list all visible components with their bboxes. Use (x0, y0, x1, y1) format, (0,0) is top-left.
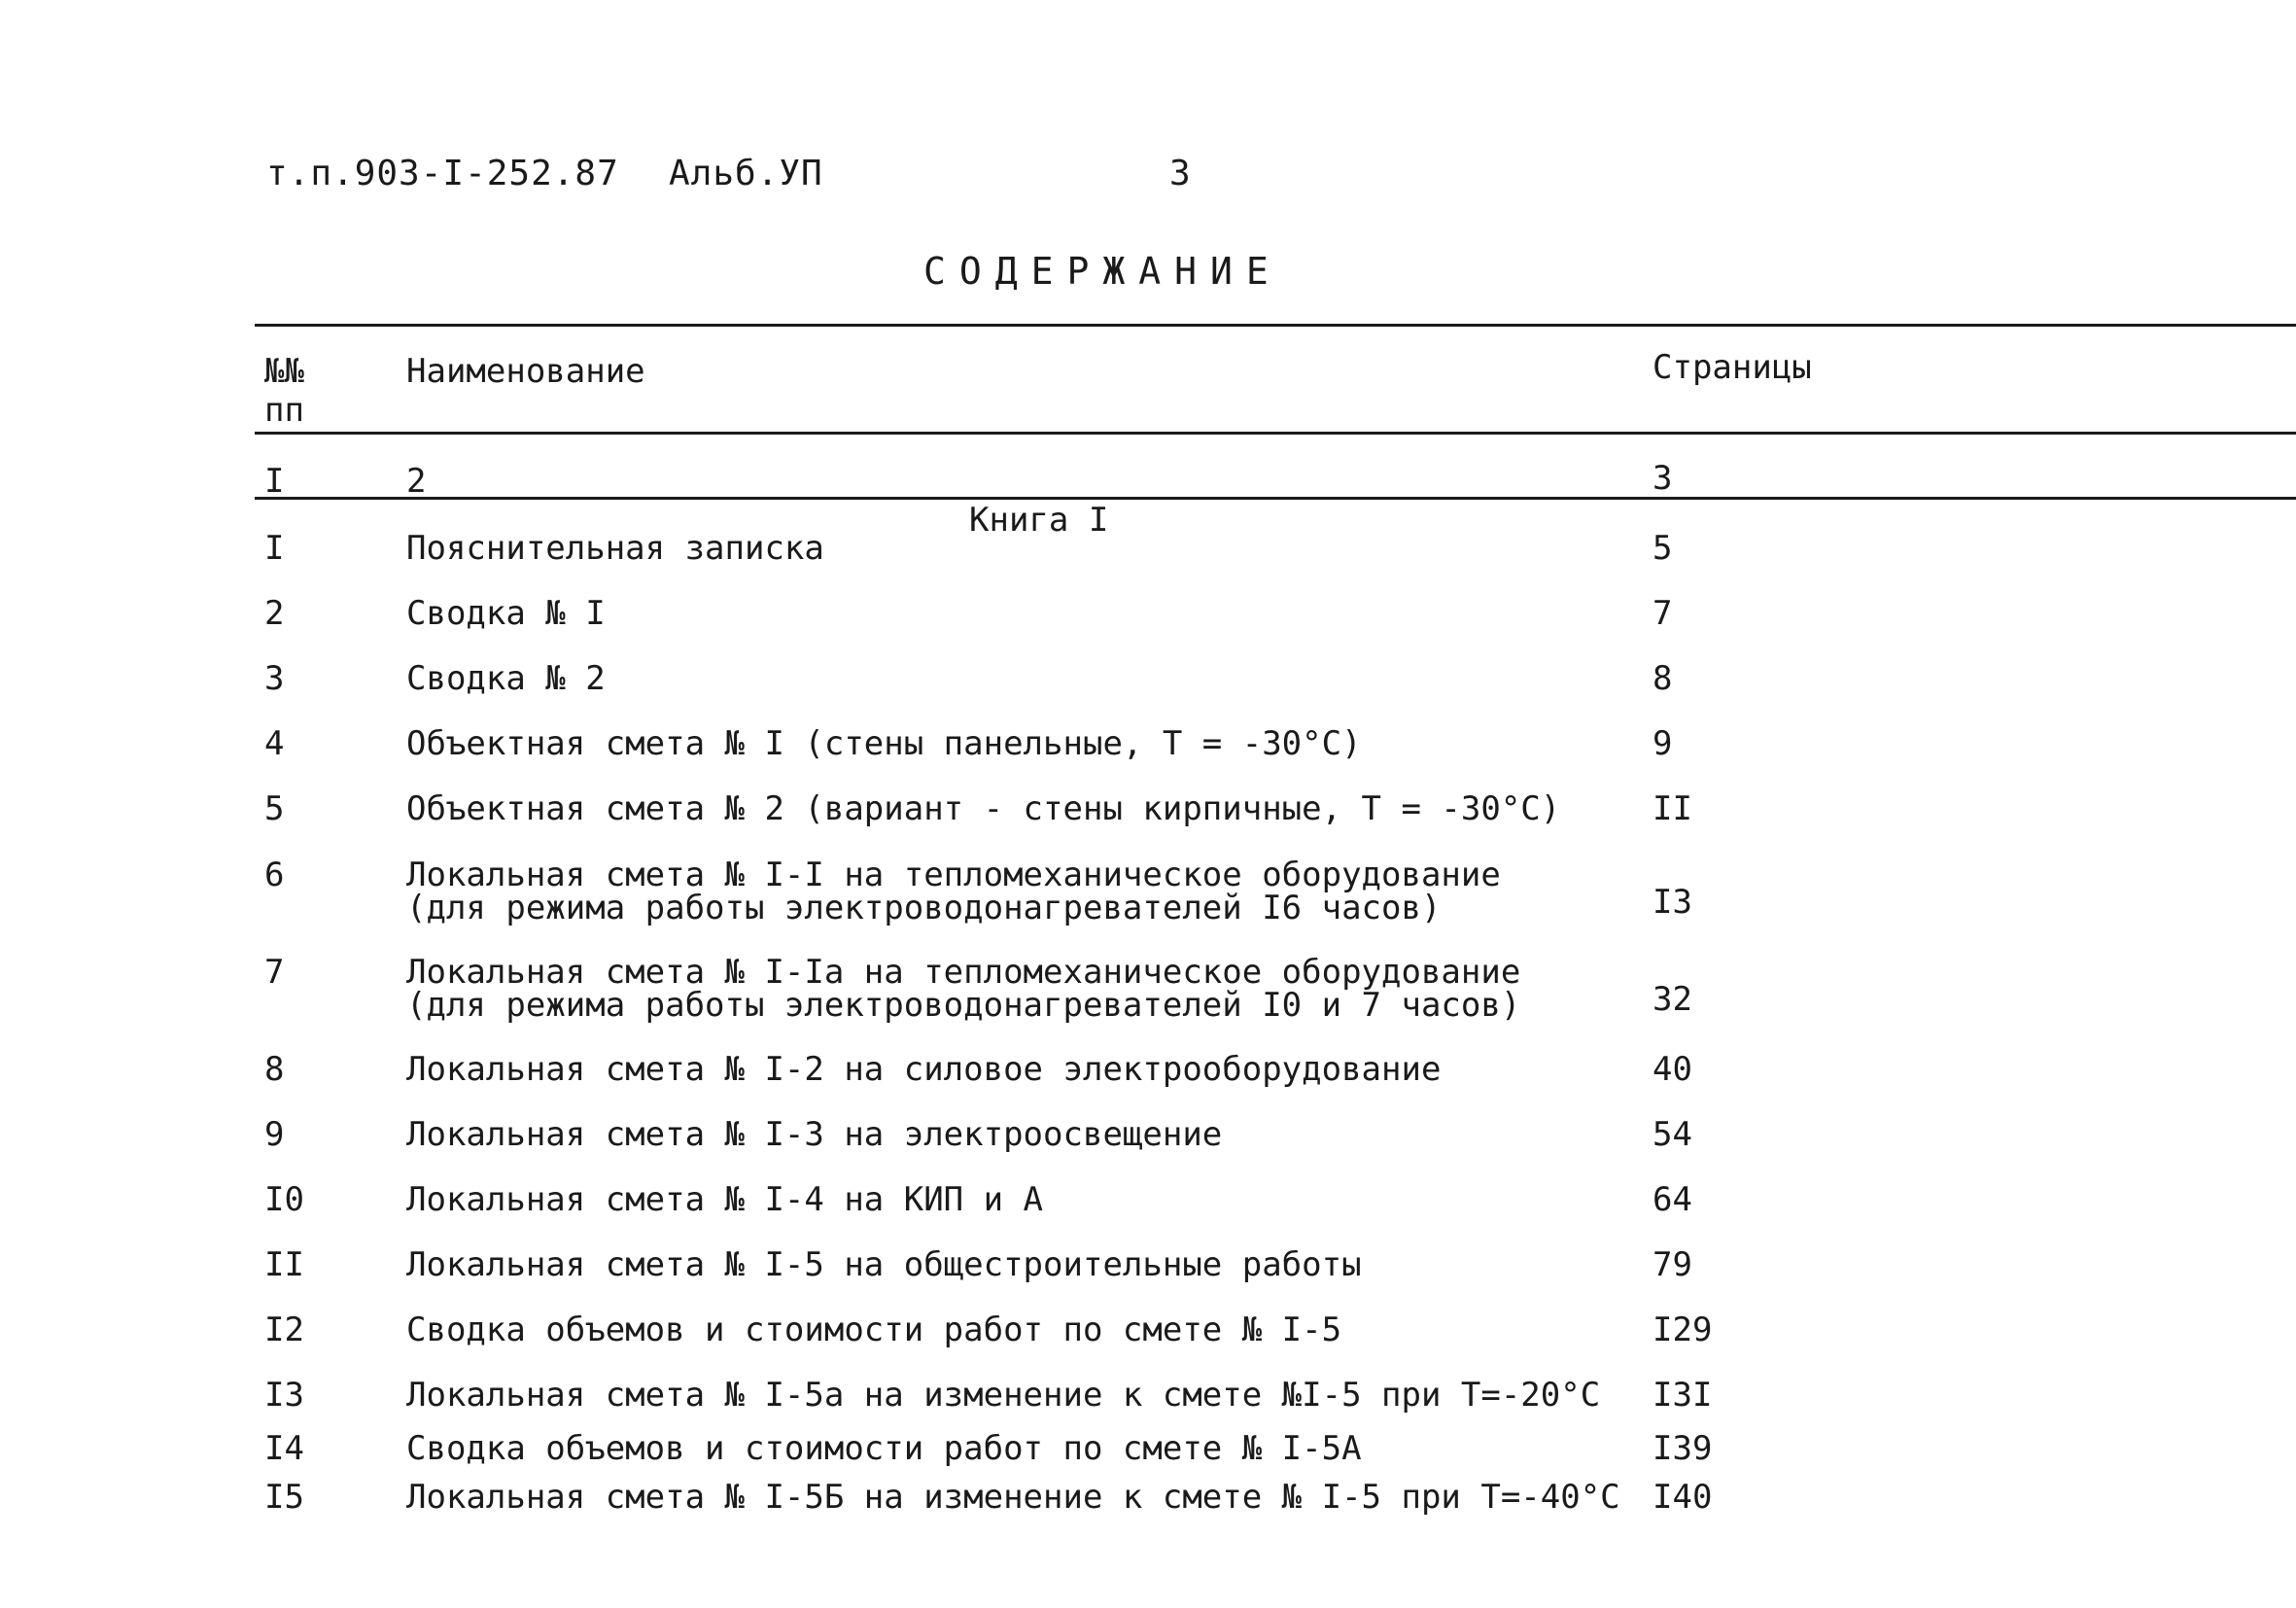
row-number: I2 (264, 1311, 304, 1349)
row-number: I5 (264, 1478, 304, 1517)
col-header-pages: Страницы (1652, 348, 1812, 387)
col-header-number (264, 352, 304, 430)
row-number: 8 (264, 1050, 285, 1089)
row-name (406, 1115, 1222, 1154)
row-name (406, 1478, 1620, 1517)
row-number: 7 (264, 953, 285, 992)
row-name (406, 594, 606, 633)
row-number: I (264, 529, 285, 568)
col-header-number-line1: №№ (264, 352, 304, 391)
row-page: 7 (1652, 594, 1673, 633)
row-name (406, 789, 1560, 828)
table-top-rule (255, 324, 2296, 327)
row-name (406, 1311, 1341, 1349)
col-number-2: 2 (406, 462, 427, 501)
row-page: 79 (1652, 1245, 1692, 1284)
row-number: 9 (264, 1115, 285, 1154)
row-name-line2: (для режима работы электроводонагревателей I0 и 7 часов) (406, 986, 1521, 1025)
row-name (406, 953, 1520, 1025)
col-header-number-line2: пп (264, 391, 304, 430)
row-name (406, 659, 606, 698)
row-page: 40 (1652, 1050, 1692, 1089)
book-heading: Книга I (969, 501, 1109, 540)
row-page: I40 (1652, 1478, 1713, 1517)
row-page: I3 (1652, 883, 1692, 922)
row-number: II (264, 1245, 304, 1284)
row-name-line1: Сводка объемов и стоимости работ по смете № I-5А (406, 1429, 1362, 1468)
row-name-line1: Локальная смета № I-5 на общестроительные работы (406, 1245, 1362, 1284)
album-label: Альб.УП (669, 154, 823, 193)
row-number: I0 (264, 1180, 304, 1219)
row-name-line1: Локальная смета № I-5Б на изменение к смете № I-5 при Т=-40°С (406, 1478, 1620, 1517)
row-name-line1: Объектная смета № 2 (вариант - стены кирпичные, Т = -30°С) (406, 789, 1561, 828)
row-page: 5 (1652, 529, 1673, 568)
row-name (406, 1245, 1362, 1284)
row-page: II (1652, 789, 1692, 828)
row-number: I3 (264, 1376, 304, 1415)
row-name-line2: (для режима работы электроводонагревателей I6 часов) (406, 889, 1442, 927)
row-number: 6 (264, 856, 285, 894)
row-name (406, 1376, 1600, 1415)
row-page: 9 (1652, 724, 1673, 763)
row-name-line1: Пояснительная записка (406, 529, 824, 568)
row-page: 54 (1652, 1115, 1692, 1154)
row-name (406, 856, 1501, 927)
row-name-line1: Сводка № I (406, 594, 606, 633)
col-header-name: Наименование (406, 352, 645, 391)
row-number: 5 (264, 789, 285, 828)
row-name (406, 724, 1362, 763)
row-name (406, 1050, 1441, 1089)
page-title: СОДЕРЖАНИЕ (923, 250, 1282, 293)
row-name-line1: Локальная смета № I-4 на КИП и А (406, 1180, 1044, 1219)
col-number-3: 3 (1652, 459, 1673, 498)
row-name-line1: Локальная смета № I-5а на изменение к смете №I-5 при Т=-20°С (406, 1376, 1601, 1415)
row-name (406, 1180, 1043, 1219)
row-name-line1: Локальная смета № I-3 на электроосвещение (406, 1115, 1223, 1154)
numbers-rule (255, 497, 2296, 500)
row-page: 8 (1652, 659, 1673, 698)
col-number-1: I (264, 462, 285, 501)
row-name-line1: Сводка объемов и стоимости работ по смете № I-5 (406, 1311, 1342, 1349)
row-name-line1: Локальная смета № I-2 на силовое электрооборудование (406, 1050, 1442, 1089)
row-name-line1: Локальная смета № I-Iа на тепломеханическое оборудование (406, 953, 1521, 992)
row-page: 32 (1652, 980, 1692, 1019)
row-name-line1: Объектная смета № I (стены панельные, Т = -30°С) (406, 724, 1362, 763)
row-number: 3 (264, 659, 285, 698)
row-number: 2 (264, 594, 285, 633)
header-rule (255, 432, 2296, 435)
project-code: т.п.903-I-252.87 (266, 154, 619, 193)
page-number: 3 (1169, 154, 1192, 193)
row-name-line1: Сводка № 2 (406, 659, 606, 698)
row-page: I39 (1652, 1429, 1713, 1468)
row-name (406, 529, 824, 568)
row-page: I29 (1652, 1311, 1713, 1349)
row-page: 64 (1652, 1180, 1692, 1219)
row-name (406, 1429, 1362, 1468)
row-number: I4 (264, 1429, 304, 1468)
row-number: 4 (264, 724, 285, 763)
row-page: I3I (1652, 1376, 1713, 1415)
row-name-line1: Локальная смета № I-I на тепломеханическое оборудование (406, 856, 1501, 894)
